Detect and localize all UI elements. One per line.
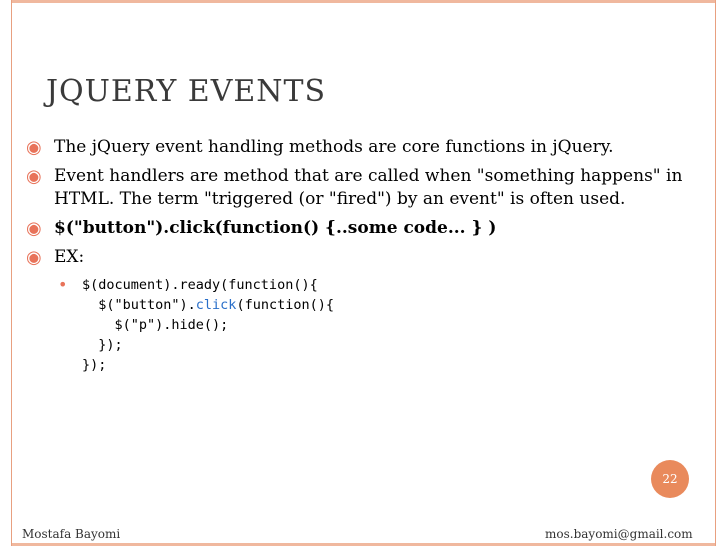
bullet-text: $("button").click(function() {..some code... } ) (54, 218, 497, 238)
code-line: $(document).ready(function(){ (82, 277, 318, 293)
slide-frame-left (11, 0, 12, 546)
bullet-text: The jQuery event handling methods are core functions in jQuery. (54, 137, 614, 157)
bullet-list (26, 136, 686, 375)
sub-bullet-icon: • (58, 275, 68, 294)
slide-title: JQUERY EVENTS (46, 74, 327, 109)
bullet-icon: ◉ (26, 137, 42, 158)
code-fragment: (function(){ (236, 297, 334, 313)
bullet-icon: ◉ (26, 218, 42, 239)
code-fragment: $("button"). (82, 297, 196, 313)
bullet-item (26, 217, 686, 240)
code-line: $("p").hide(); (82, 317, 229, 333)
bullet-icon: ◉ (26, 247, 42, 268)
code-line: }); (82, 357, 107, 373)
bullet-text: EX: (54, 247, 85, 267)
page-number-badge: 22 (651, 460, 689, 498)
code-line: }); (82, 337, 123, 353)
slide-frame-top (11, 0, 716, 3)
footer-email: mos.bayomi@gmail.com (545, 527, 693, 541)
slide-frame-right (715, 0, 716, 546)
bullet-icon: ◉ (26, 166, 42, 187)
code-keyword: click (195, 297, 237, 313)
code-example (54, 275, 686, 375)
bullet-item (26, 136, 686, 159)
footer-author: Mostafa Bayomi (22, 527, 121, 541)
code-line (82, 295, 686, 315)
bullet-text: Event handlers are method that are called when "something happens" in HTML. The term "triggered (or "fired") by an event" is often used. (54, 166, 683, 209)
bullet-item (26, 246, 686, 269)
bullet-item (26, 165, 686, 211)
